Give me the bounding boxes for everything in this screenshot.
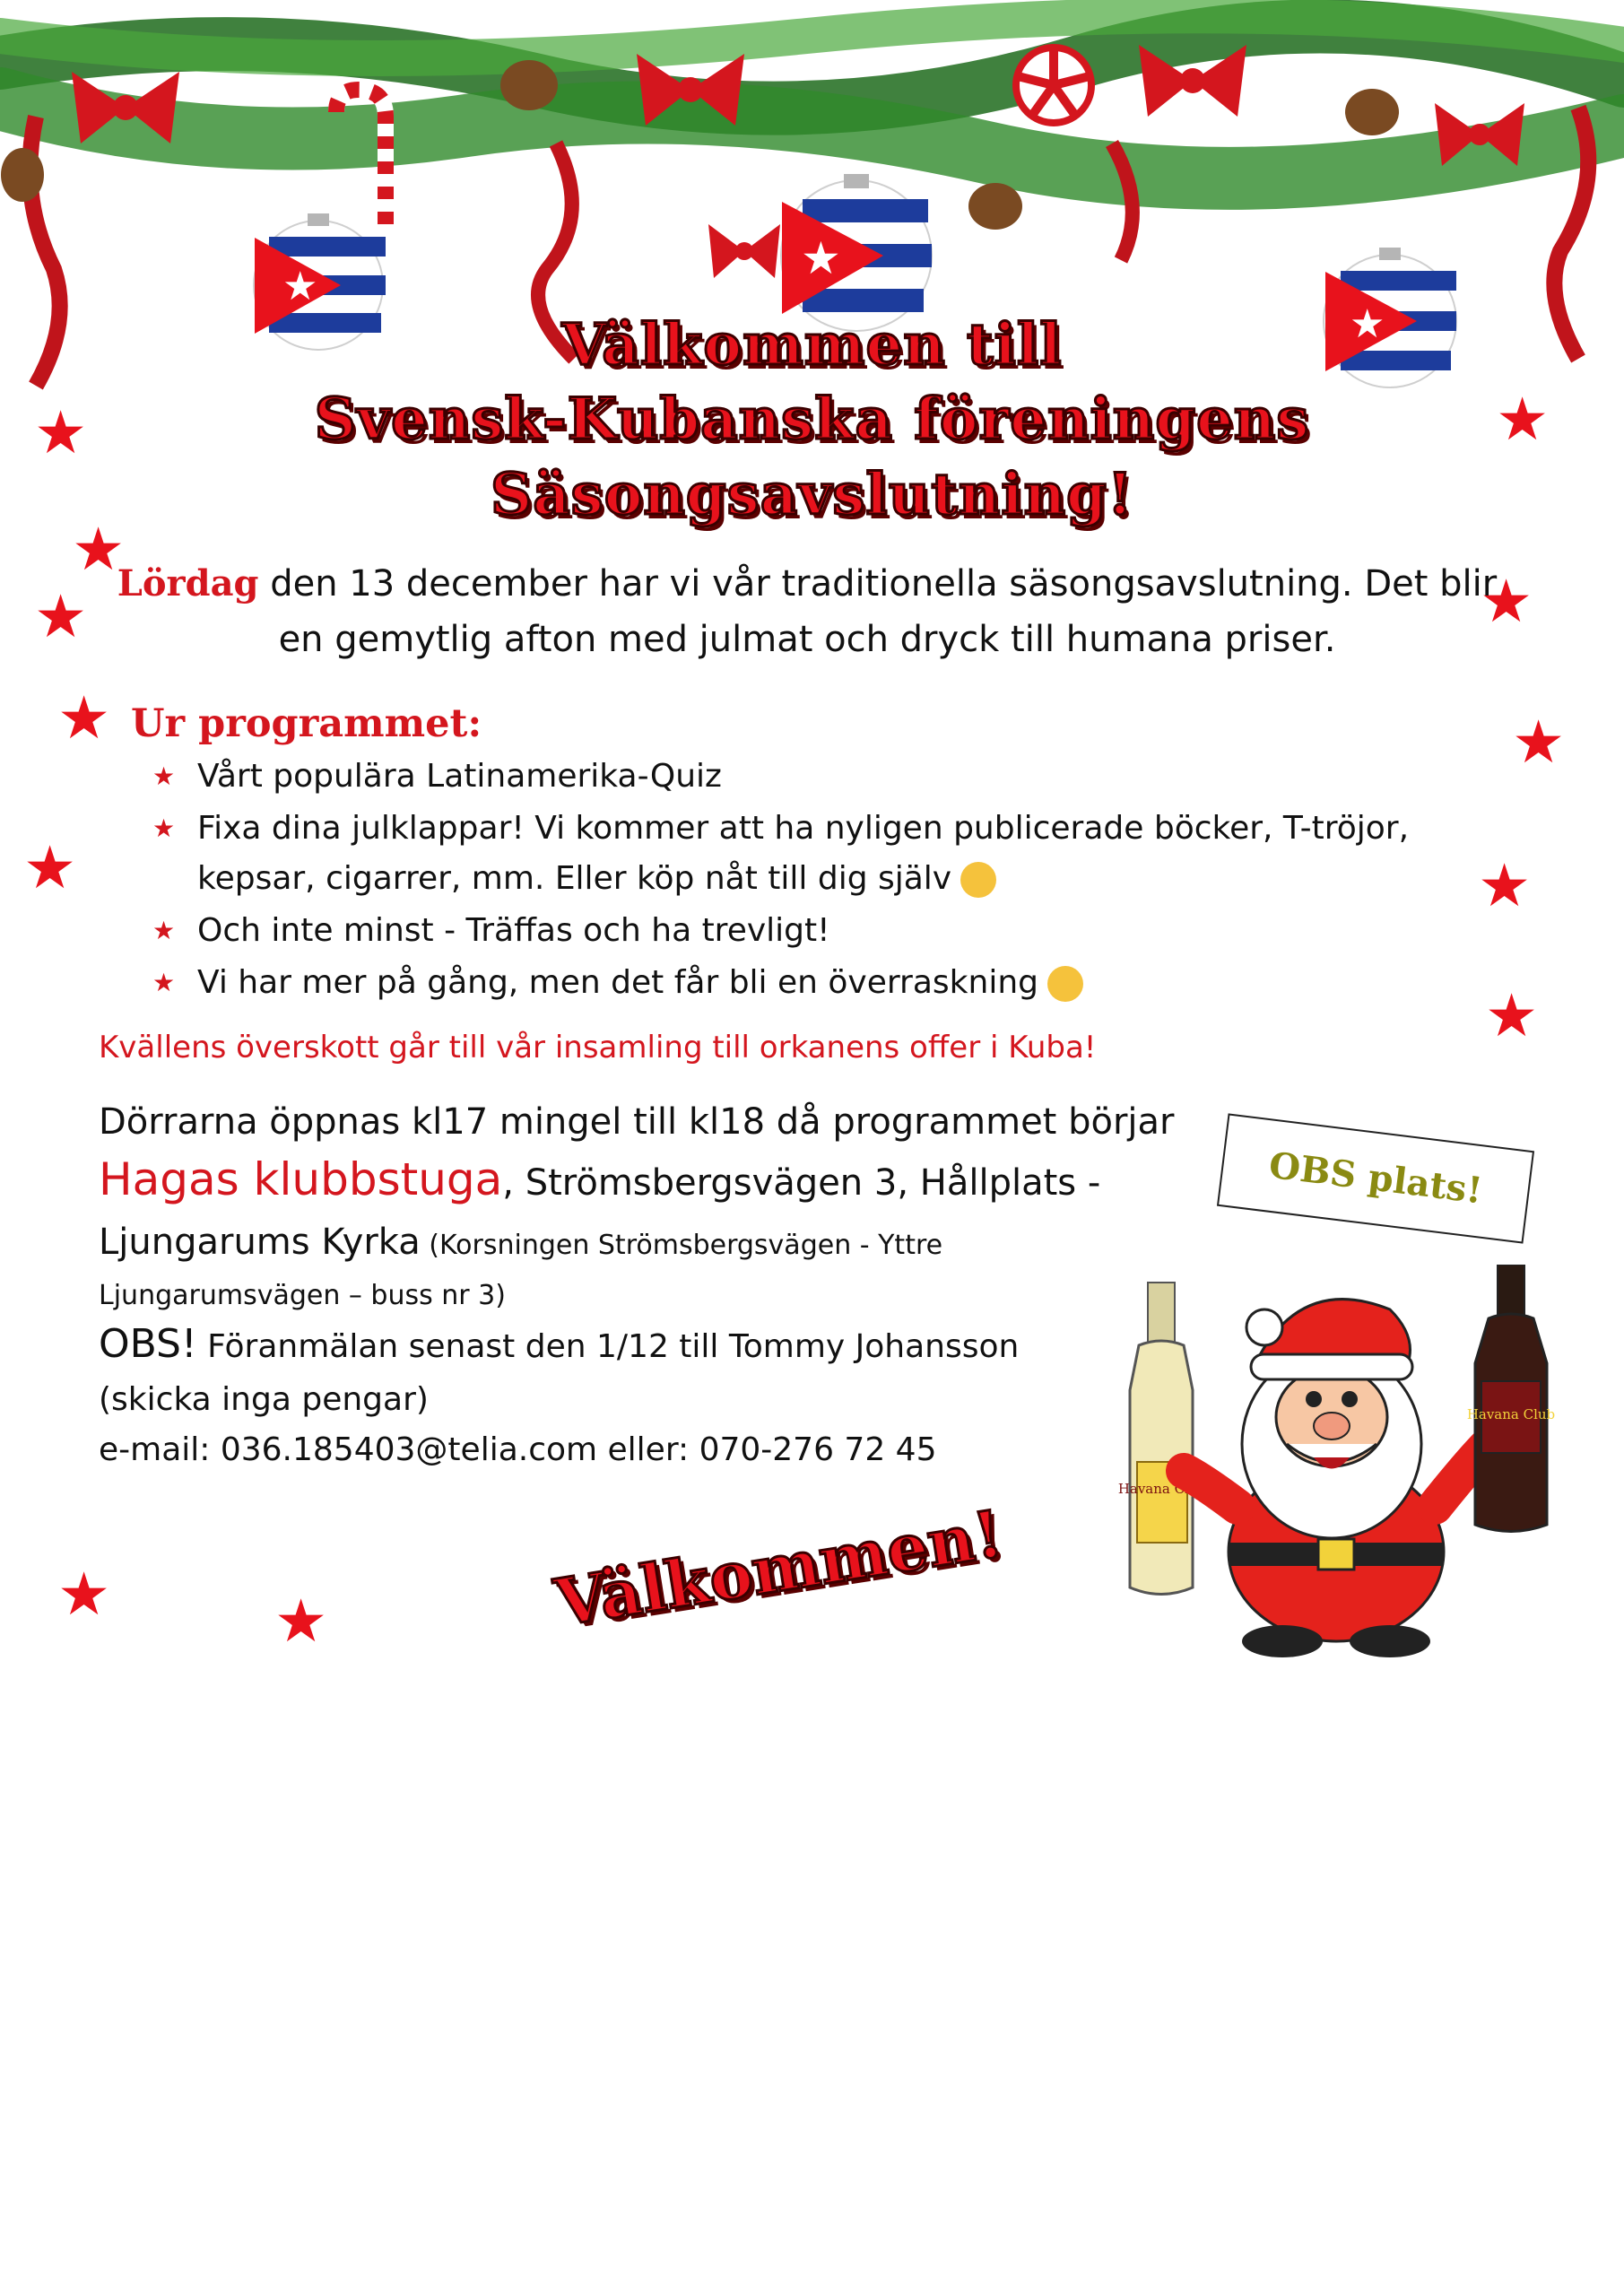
wink-emoji-icon bbox=[1047, 966, 1083, 1002]
star-bullet-icon: ★ bbox=[152, 968, 176, 997]
svg-text:★: ★ bbox=[1350, 301, 1385, 347]
star-icon: ★ bbox=[1485, 981, 1539, 1050]
star-icon: ★ bbox=[274, 1587, 328, 1656]
intro-text-2: en gemytlig afton med julmat och dryck till humana priser. bbox=[278, 619, 1336, 660]
star-icon: ★ bbox=[34, 582, 88, 651]
no-money-note: (skicka inga pengar) bbox=[99, 1381, 429, 1418]
star-icon: ★ bbox=[1496, 385, 1550, 454]
stop-note-2: Ljungarumsvägen – buss nr 3) bbox=[99, 1280, 506, 1311]
intro-text-1: den 13 december har vi vår traditionella säsongsavslutning. Det blir bbox=[258, 563, 1498, 604]
list-item: ★ Och inte minst - Träffas och ha trevligt! bbox=[152, 906, 1453, 956]
obs-label: OBS! bbox=[99, 1321, 197, 1367]
star-icon: ★ bbox=[23, 833, 77, 902]
star-icon: ★ bbox=[1478, 851, 1532, 920]
obs-place-box: OBS plats! bbox=[1217, 1113, 1534, 1243]
doors-info: Dörrarna öppnas kl17 mingel till kl18 då programmet börjar bbox=[99, 1101, 1175, 1143]
registration-line bbox=[99, 1317, 1220, 1375]
proceeds-note: Kvällens överskott går till vår insamling till orkanens offer i Kuba! bbox=[99, 1030, 1097, 1065]
list-item: ★ Vi har mer på gång, men det får bli en överraskning bbox=[152, 958, 1453, 1008]
program-heading: Ur programmet: bbox=[131, 701, 482, 746]
intro-day: Lördag bbox=[117, 562, 259, 604]
title-line-1: Välkommen till bbox=[561, 311, 1063, 378]
star-icon: ★ bbox=[57, 683, 111, 752]
star-icon: ★ bbox=[1512, 708, 1566, 777]
santa-with-bottles-illustration bbox=[1094, 1265, 1578, 1659]
star-icon: ★ bbox=[72, 515, 126, 584]
star-bullet-icon: ★ bbox=[152, 813, 176, 843]
list-item: ★ Fixa dina julklappar! Vi kommer att ha nyligen publicerade böcker, T-tröjor, kepsar, cigarrer, mm. Eller köp nåt till dig själv bbox=[152, 804, 1453, 904]
intro-paragraph bbox=[117, 556, 1498, 667]
bus-stop: Ljungarums Kyrka bbox=[99, 1222, 421, 1263]
smiley-emoji-icon bbox=[960, 862, 996, 898]
rum-bottle-icon bbox=[1118, 1283, 1206, 1595]
title-line-2: Svensk-Kubanska föreningens bbox=[314, 386, 1310, 453]
star-icon: ★ bbox=[1480, 567, 1533, 636]
venue-address: , Strömsbergsvägen 3, Hållplats - bbox=[502, 1162, 1101, 1204]
event-details bbox=[99, 1094, 1220, 1475]
star-bullet-icon: ★ bbox=[152, 916, 176, 945]
stop-line bbox=[99, 1213, 1220, 1275]
svg-text:Havana Club: Havana Club bbox=[1117, 1481, 1207, 1497]
svg-text:★: ★ bbox=[282, 264, 318, 309]
contact-info: e-mail: 036.185403@telia.com eller: 070-276 72 45 bbox=[99, 1431, 937, 1468]
title-line-3: Säsongsavslutning! bbox=[490, 461, 1134, 528]
svg-text:Havana Club: Havana Club bbox=[1466, 1406, 1556, 1422]
venue-line bbox=[99, 1150, 1220, 1213]
star-icon: ★ bbox=[57, 1560, 111, 1629]
program-list bbox=[152, 752, 1453, 1010]
rum-bottle-icon bbox=[1467, 1265, 1555, 1532]
registration-text: Föranmälan senast den 1/12 till Tommy Johansson bbox=[196, 1328, 1020, 1365]
list-item: ★ Vårt populära Latinamerika-Quiz bbox=[152, 752, 1453, 802]
svg-text:★: ★ bbox=[801, 232, 841, 284]
stop-note: (Korsningen Strömsbergsvägen - Yttre bbox=[420, 1230, 943, 1261]
star-bullet-icon: ★ bbox=[152, 761, 176, 791]
welcome-text: Välkommen! bbox=[550, 1494, 1008, 1641]
venue-name: Hagas klubbstuga bbox=[99, 1153, 503, 1205]
star-icon: ★ bbox=[34, 398, 88, 467]
